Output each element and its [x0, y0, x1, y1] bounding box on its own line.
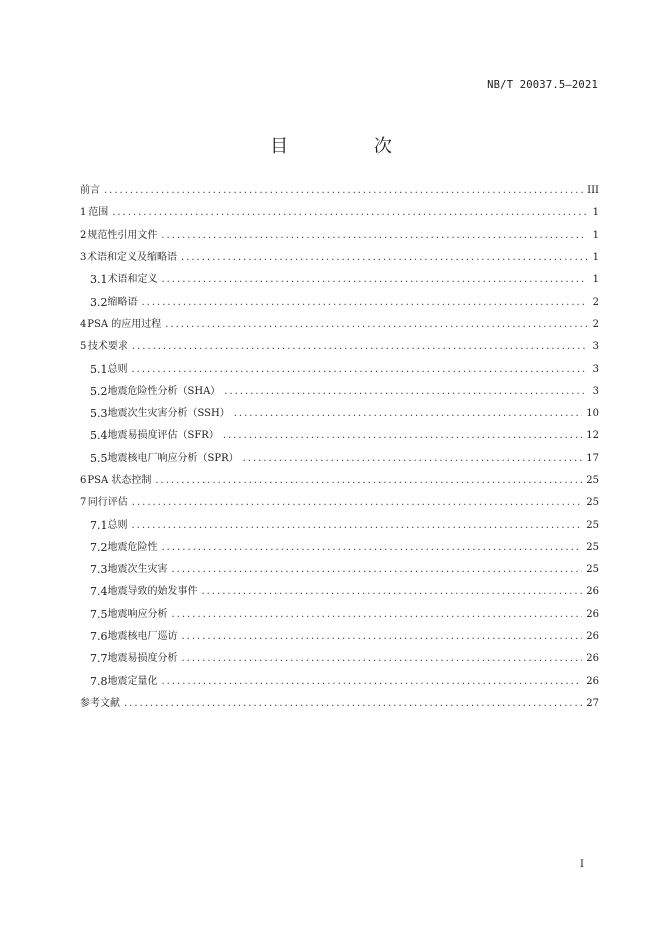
toc-entry-page: 1 [592, 207, 599, 219]
toc-entry-number: 5.2 [90, 384, 108, 398]
toc-entry-page: 26 [586, 653, 599, 665]
toc-entry-page: 1 [592, 252, 599, 264]
toc-entry-label: 参考文献 [80, 697, 120, 709]
toc-entry[interactable] [80, 559, 599, 581]
toc-entry-number: 4 [80, 318, 87, 330]
toc-entry-number: 7.2 [90, 540, 108, 554]
toc-entry[interactable] [80, 336, 599, 358]
toc-leader-dots [162, 676, 583, 688]
toc-entry-label: PSA 的应用过程 [87, 318, 162, 330]
toc-entry-number: 6 [80, 475, 87, 486]
toc-entry-label: 地震响应分析 [107, 608, 168, 620]
toc-entry[interactable] [80, 314, 599, 336]
toc-leader-dots [132, 341, 587, 353]
toc-leader-dots [202, 586, 583, 598]
toc-entry-label: 总则 [107, 519, 128, 531]
toc-entry[interactable] [80, 225, 599, 247]
toc-entry-number: 5 [80, 341, 87, 353]
toc-entry-page: 27 [586, 697, 599, 709]
toc-entry-label: 地震危险性 [107, 541, 158, 553]
toc-leader-dots [182, 631, 583, 643]
toc-entry-page: 17 [586, 452, 599, 464]
toc-entry-number: 5.1 [90, 362, 108, 376]
toc-entry-page: 1 [592, 274, 599, 286]
toc-entry[interactable] [80, 693, 599, 715]
toc-entry[interactable] [80, 202, 599, 224]
toc-entry[interactable] [80, 470, 599, 492]
toc-leader-dots [223, 430, 582, 442]
toc-entry-page: 10 [586, 408, 599, 420]
toc-entry-label: 地震易损度分析 [107, 653, 178, 665]
toc-entry-page: 25 [586, 541, 599, 553]
toc-leader-dots [172, 609, 583, 621]
toc-entry[interactable] [80, 492, 599, 514]
toc-leader-dots [172, 564, 583, 576]
toc-entry-page: 25 [586, 497, 599, 509]
toc-entry-label: 地震定量化 [107, 675, 158, 687]
toc-leader-dots [104, 185, 583, 197]
toc-leader-dots [181, 252, 587, 264]
toc-leader-dots [124, 698, 582, 710]
toc-entry[interactable] [80, 358, 599, 380]
toc-entry-number: 7.4 [90, 585, 108, 599]
toc-leader-dots [132, 364, 588, 376]
toc-entry-number: 7 [80, 497, 87, 509]
toc-leader-dots [224, 386, 587, 398]
toc-entry-label: 地震次生灾害分析（SSH） [107, 408, 230, 420]
toc-entry-page: 1 [592, 229, 599, 241]
toc-entry-label: 缩略语 [107, 296, 138, 308]
toc-entry-label: 术语和定义 [107, 274, 158, 286]
toc-entry-number: 3 [80, 252, 87, 264]
toc-entry[interactable] [80, 648, 599, 670]
toc-entry-number: 7.6 [90, 630, 108, 644]
toc-entry-page: 25 [586, 564, 599, 576]
toc-entry-label: 规范性引用文件 [87, 229, 158, 241]
toc-entry-label: 前言 [80, 185, 100, 197]
standard-number: NB/T 20037.5—2021 [487, 79, 598, 91]
table-of-contents [80, 180, 599, 715]
toc-entry-number: 3.2 [90, 295, 108, 309]
toc-leader-dots [182, 653, 583, 665]
toc-entry[interactable] [80, 626, 599, 648]
toc-leader-dots [162, 542, 583, 554]
toc-entry-label: 地震核电厂响应分析（SPR） [107, 452, 239, 464]
toc-entry-page: III [587, 185, 599, 197]
toc-leader-dots [132, 497, 582, 509]
page-number: I [580, 859, 584, 870]
toc-entry-page: 3 [592, 341, 599, 353]
toc-entry-label: 地震次生灾害 [107, 564, 168, 576]
toc-entry-number: 3.1 [90, 273, 108, 287]
toc-entry-page: 26 [586, 675, 599, 687]
toc-entry-page: 2 [592, 296, 599, 308]
toc-entry[interactable] [80, 180, 599, 202]
toc-entry[interactable] [80, 291, 599, 313]
toc-leader-dots [162, 274, 588, 286]
toc-entry[interactable] [80, 269, 599, 291]
toc-entry-page: 3 [592, 385, 599, 397]
toc-entry[interactable] [80, 425, 599, 447]
toc-entry[interactable] [80, 514, 599, 536]
toc-entry[interactable] [80, 604, 599, 626]
toc-entry-label: 地震危险性分析（SHA） [107, 385, 221, 397]
toc-leader-dots [234, 408, 583, 420]
toc-entry-number: 7.8 [90, 674, 108, 688]
toc-entry-number: 7.3 [90, 563, 108, 577]
toc-entry-number: 5.3 [90, 407, 108, 421]
toc-entry[interactable] [80, 581, 599, 603]
toc-entry[interactable] [80, 671, 599, 693]
toc-entry-number: 7.5 [90, 607, 108, 621]
toc-entry-label: 地震导致的始发事件 [107, 586, 198, 598]
toc-entry-number: 5.5 [90, 451, 108, 465]
toc-entry[interactable] [80, 448, 599, 470]
toc-entry[interactable] [80, 537, 599, 559]
page-title: 目 次 [270, 136, 432, 157]
toc-leader-dots [161, 230, 587, 242]
toc-entry-label: 总则 [107, 363, 128, 375]
toc-entry[interactable] [80, 381, 599, 403]
toc-entry-page: 2 [592, 318, 599, 330]
toc-entry-label: 范围 [88, 207, 109, 219]
toc-entry-page: 3 [592, 363, 599, 375]
toc-entry-number: 7.1 [90, 518, 108, 532]
toc-entry-number: 5.4 [90, 429, 108, 443]
toc-entry-number: 2 [80, 229, 87, 241]
toc-entry-page: 25 [586, 475, 599, 486]
toc-leader-dots [132, 520, 583, 532]
toc-entry-label: PSA 状态控制 [87, 475, 152, 486]
toc-entry-label: 地震核电厂巡访 [107, 631, 178, 643]
toc-entry-label: 术语和定义及缩略语 [87, 252, 178, 264]
toc-leader-dots [155, 475, 582, 487]
toc-entry-label: 同行评估 [87, 497, 128, 509]
toc-entry-page: 26 [586, 586, 599, 598]
toc-leader-dots [142, 297, 588, 309]
toc-entry-page: 26 [586, 608, 599, 620]
toc-entry-label: 地震易损度评估（SFR） [107, 430, 219, 442]
toc-entry-number: 7.7 [90, 652, 108, 666]
toc-entry-page: 26 [586, 631, 599, 643]
toc-leader-dots [243, 453, 583, 465]
toc-entry-label: 技术要求 [87, 341, 128, 353]
toc-leader-dots [165, 319, 587, 331]
toc-entry[interactable] [80, 403, 599, 425]
toc-leader-dots [112, 207, 587, 219]
toc-entry[interactable] [80, 247, 599, 269]
toc-entry-page: 12 [586, 430, 599, 442]
toc-entry-number: 1 [80, 207, 87, 219]
toc-entry-page: 25 [586, 519, 599, 531]
